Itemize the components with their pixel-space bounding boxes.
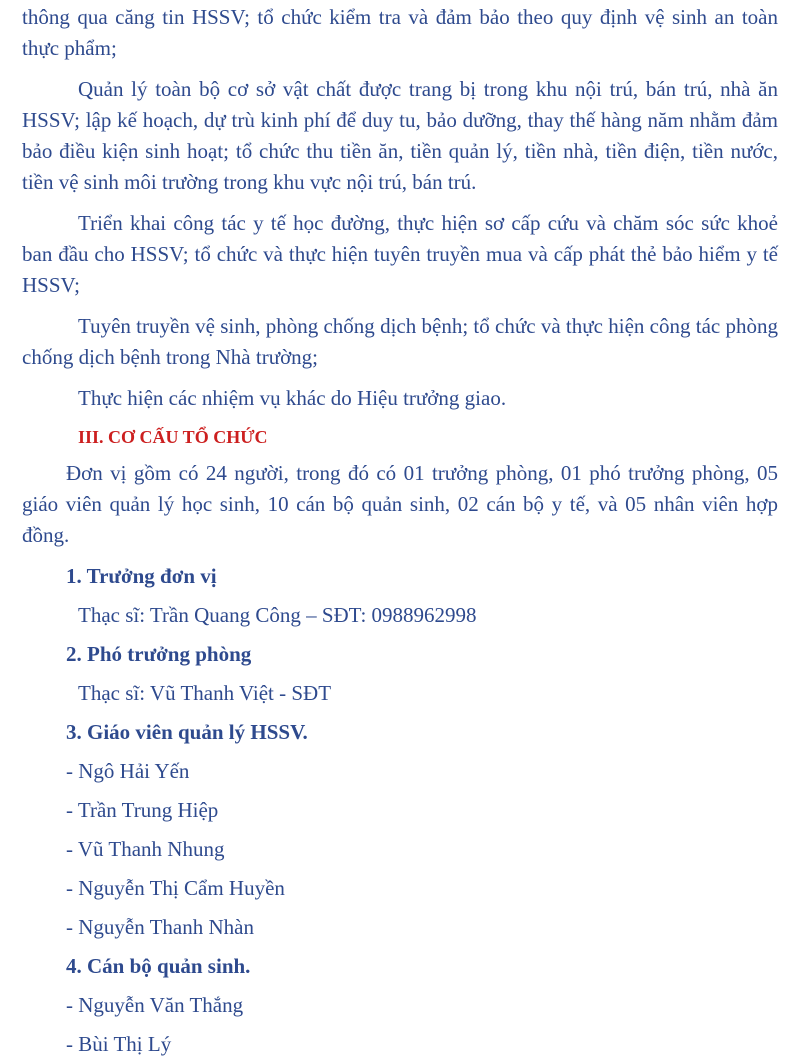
list-item: - Nguyễn Văn Thắng (66, 993, 244, 1017)
list-item: - Bùi Thị Lý (66, 1032, 172, 1056)
paragraph-facilities: Quản lý toàn bộ cơ sở vật chất được trang bị trong khu nội trú, bán trú, nhà ăn HSSV; lập kế hoạch, dự trù kinh phí để duy tu, bảo dưỡng, thay thế hàng năm nhằm đảm bảo điều kiện sinh hoạt; tổ chức thu tiền ăn, tiền quản lý, tiền nhà, tiền điện, tiền nước, tiền vệ sinh môi trường trong khu vực nội trú, bán trú. (22, 77, 778, 194)
list-item: - Vũ Thanh Nhung (66, 837, 225, 861)
paragraph-other-tasks: Thực hiện các nhiệm vụ khác do Hiệu trưởng giao. (78, 386, 507, 410)
paragraph-disease-prevention: Tuyên truyền vệ sinh, phòng chống dịch bệnh; tổ chức và thực hiện công tác phòng chống dịch bệnh trong Nhà trường; (22, 314, 778, 369)
deputy-person: Thạc sĩ: Vũ Thanh Việt - SĐT (78, 681, 332, 705)
section-title: III. CƠ CẤU TỔ CHỨC (78, 427, 268, 447)
teachers-title: 3. Giáo viên quản lý HSSV. (66, 720, 308, 744)
list-item: - Trần Trung Hiệp (66, 798, 219, 822)
head-title: 1. Trưởng đơn vị (66, 564, 217, 588)
paragraph-canteen: thông qua căng tin HSSV; tổ chức kiểm tra và đảm bảo theo quy định vệ sinh an toàn thực phẩm; (22, 5, 778, 60)
list-item: - Nguyễn Thanh Nhàn (66, 915, 254, 939)
list-item: - Ngô Hải Yến (66, 759, 190, 783)
section-intro: Đơn vị gồm có 24 người, trong đó có 01 trưởng phòng, 01 phó trưởng phòng, 05 giáo viên quản lý học sinh, 10 cán bộ quản sinh, 02 cán bộ y tế, và 05 nhân viên hợp đồng. (22, 461, 778, 547)
deputy-title: 2. Phó trưởng phòng (66, 642, 252, 666)
paragraph-health: Triển khai công tác y tế học đường, thực hiện sơ cấp cứu và chăm sóc sức khoẻ ban đầu cho HSSV; tổ chức và thực hiện tuyên truyền mua và cấp phát thẻ bảo hiểm y tế HSSV; (22, 211, 778, 297)
list-item: - Nguyễn Thị Cẩm Huyền (66, 876, 285, 900)
head-person: Thạc sĩ: Trần Quang Công – SĐT: 0988962998 (78, 603, 477, 627)
staff-title: 4. Cán bộ quản sinh. (66, 954, 251, 978)
